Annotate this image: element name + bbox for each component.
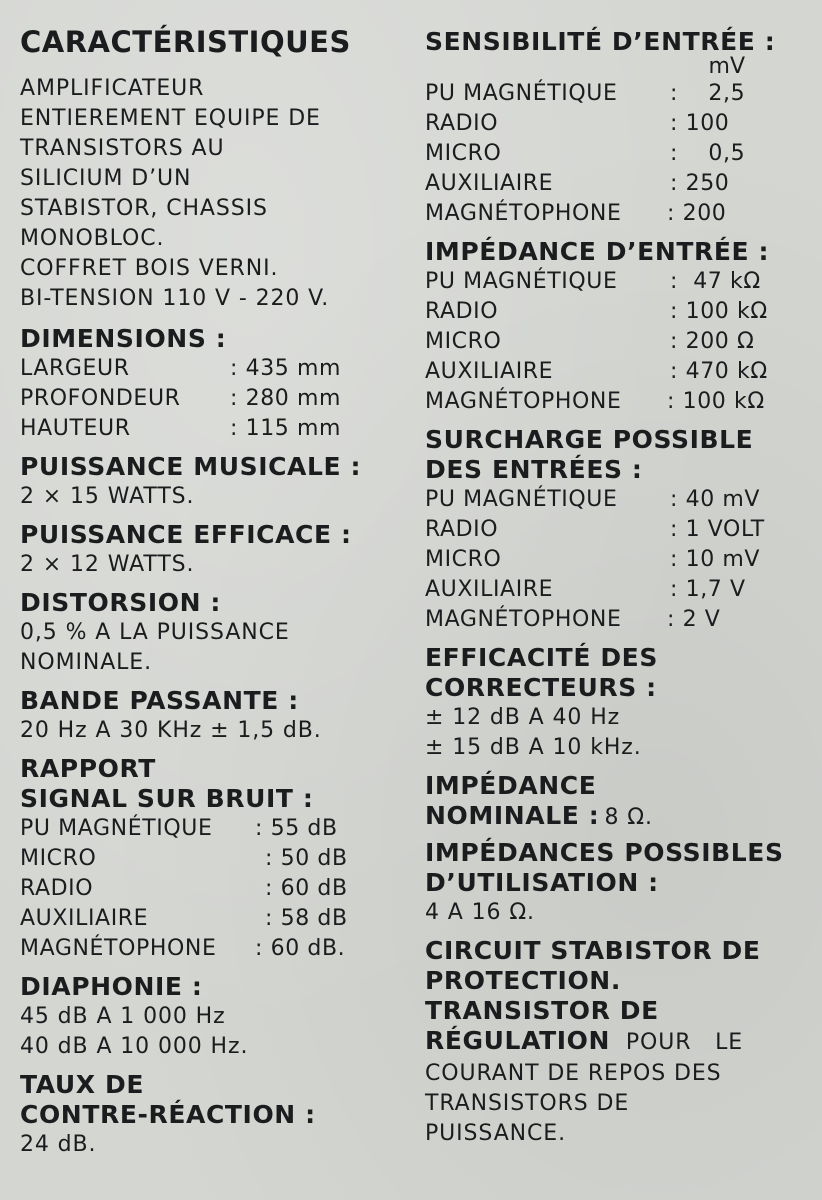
row-value: : 0,5 xyxy=(670,141,746,166)
row-value: : 200 Ω xyxy=(670,329,755,354)
intro-line: AMPLIFICATEUR xyxy=(20,76,205,101)
puissance-efficace-section xyxy=(20,520,395,580)
row-label: RADIO xyxy=(425,299,499,324)
row-label: PU MAGNÉTIQUE xyxy=(20,816,213,841)
impedance-row xyxy=(425,387,810,417)
circuit-heading: CIRCUIT STABISTOR DE xyxy=(425,936,761,965)
taux-heading-2: CONTRE-RÉACTION : xyxy=(20,1100,316,1129)
row-value: : 100 kΩ xyxy=(667,389,765,414)
row-label: AUXILIAIRE xyxy=(425,359,554,384)
row-label: AUXILIAIRE xyxy=(425,171,554,196)
intro-line: MONOBLOC. xyxy=(20,226,165,251)
impedances-possibles-section xyxy=(425,838,810,928)
sensibilite-row xyxy=(425,109,810,139)
impedances-possibles-value: 4 A 16 Ω. xyxy=(425,900,535,925)
row-value: : 60 dB xyxy=(265,876,348,901)
row-value: : 100 xyxy=(670,111,730,136)
circuit-inline-text: POUR LE xyxy=(610,1030,744,1055)
impedance-row xyxy=(425,267,810,297)
bande-passante-heading: BANDE PASSANTE : xyxy=(20,686,299,715)
impedance-nominale-section xyxy=(425,771,810,830)
row-label: MICRO xyxy=(425,141,502,166)
row-label: AUXILIAIRE xyxy=(20,906,149,931)
row-label: MICRO xyxy=(425,547,502,572)
row-value: : 47 kΩ xyxy=(670,269,761,294)
circuit-line: PUISSANCE. xyxy=(425,1121,566,1146)
dimensions-heading: DIMENSIONS : xyxy=(20,324,227,353)
dimensions-section xyxy=(20,324,395,444)
diaphonie-heading: DIAPHONIE : xyxy=(20,972,203,1001)
puissance-musicale-value: 2 × 15 WATTS. xyxy=(20,484,195,509)
rapport-heading: RAPPORT xyxy=(20,754,156,783)
row-value: : 200 xyxy=(667,201,727,226)
impedance-nominale-value: 8 Ω. xyxy=(604,805,653,830)
efficacite-heading: EFFICACITÉ DES xyxy=(425,643,658,672)
sensibilite-row xyxy=(425,199,810,229)
row-value: : 55 dB xyxy=(255,816,338,841)
distorsion-section xyxy=(20,588,395,678)
page-title: CARACTÉRISTIQUES xyxy=(20,25,351,59)
puissance-musicale-section xyxy=(20,452,395,512)
puissance-efficace-value: 2 × 12 WATTS. xyxy=(20,552,195,577)
row-label: PU MAGNÉTIQUE xyxy=(425,81,618,106)
rapport-row xyxy=(20,934,395,964)
diaphonie-section xyxy=(20,972,395,1062)
rapport-section xyxy=(20,754,395,964)
sensibilite-row xyxy=(425,139,810,169)
rapport-row xyxy=(20,844,395,874)
surcharge-row xyxy=(425,545,810,575)
row-value: : 470 kΩ xyxy=(670,359,768,384)
circuit-heading-2: PROTECTION. xyxy=(425,966,621,995)
impedances-possibles-heading: IMPÉDANCES POSSIBLES xyxy=(425,838,784,867)
efficacite-heading-2: CORRECTEURS : xyxy=(425,673,657,702)
efficacite-line: ± 12 dB A 40 Hz xyxy=(425,705,621,730)
rapport-row xyxy=(20,814,395,844)
row-value: : 100 kΩ xyxy=(670,299,768,324)
intro-block xyxy=(20,74,395,314)
row-label: HAUTEUR xyxy=(20,416,131,441)
intro-line: ENTIEREMENT EQUIPE DE xyxy=(20,106,321,131)
row-value: : 1,7 V xyxy=(670,577,746,602)
row-label: LARGEUR xyxy=(20,356,130,381)
bande-passante-section xyxy=(20,686,395,746)
circuit-heading-3: TRANSISTOR DE xyxy=(425,996,659,1025)
row-label: MICRO xyxy=(20,846,97,871)
row-label: RADIO xyxy=(425,111,499,136)
dimension-row xyxy=(20,414,395,444)
row-value: : 2,5 xyxy=(670,81,746,106)
distorsion-line: 0,5 % A LA PUISSANCE xyxy=(20,620,290,645)
row-label: RADIO xyxy=(425,517,499,542)
row-label: AUXILIAIRE xyxy=(425,577,554,602)
impedance-row xyxy=(425,327,810,357)
circuit-line: COURANT DE REPOS DES xyxy=(425,1061,722,1086)
circuit-heading-4: RÉGULATION xyxy=(425,1026,611,1055)
intro-line: COFFRET BOIS VERNI. xyxy=(20,256,279,281)
row-label: MICRO xyxy=(425,329,502,354)
rapport-row xyxy=(20,874,395,904)
puissance-efficace-heading: PUISSANCE EFFICACE : xyxy=(20,520,352,549)
sensibilite-row xyxy=(425,169,810,199)
circuit-section xyxy=(425,936,810,1149)
row-label: MAGNÉTOPHONE xyxy=(425,201,622,226)
row-label: RADIO xyxy=(20,876,94,901)
row-label: PROFONDEUR xyxy=(20,386,181,411)
efficacite-section xyxy=(425,643,810,763)
row-value: : 50 dB xyxy=(265,846,348,871)
dimension-row xyxy=(20,384,395,414)
puissance-musicale-heading: PUISSANCE MUSICALE : xyxy=(20,452,362,481)
row-value: : 60 dB. xyxy=(255,936,346,961)
circuit-regulation-line xyxy=(425,1026,810,1059)
rapport-heading-2: SIGNAL SUR BRUIT : xyxy=(20,784,314,813)
surcharge-row xyxy=(425,485,810,515)
row-value: : 280 mm xyxy=(230,386,342,411)
impedance-entree-section xyxy=(425,237,810,417)
sensibilite-section xyxy=(425,27,810,229)
distorsion-heading: DISTORSION : xyxy=(20,588,221,617)
impedance-nominale-heading: IMPÉDANCE xyxy=(425,771,597,800)
diaphonie-line: 45 dB A 1 000 Hz xyxy=(20,1004,226,1029)
impedance-nominale-heading-2: NOMINALE : xyxy=(425,801,600,830)
row-value: : 250 xyxy=(670,171,730,196)
impedance-row xyxy=(425,297,810,327)
intro-line: SILICIUM D’UN xyxy=(20,166,192,191)
impedance-entree-heading: IMPÉDANCE D’ENTRÉE : xyxy=(425,237,770,266)
taux-value: 24 dB. xyxy=(20,1132,97,1157)
row-label: MAGNÉTOPHONE xyxy=(20,936,217,961)
impedance-nominale-line xyxy=(425,801,810,830)
sensibilite-unit: mV xyxy=(708,54,745,79)
row-label: MAGNÉTOPHONE xyxy=(425,389,622,414)
left-column xyxy=(20,22,395,1168)
row-value: : 1 VOLT xyxy=(670,517,765,542)
sensibilite-heading: SENSIBILITÉ D’ENTRÉE : xyxy=(425,27,776,56)
intro-line: STABISTOR, CHASSIS xyxy=(20,196,268,221)
surcharge-row xyxy=(425,605,810,635)
row-label: PU MAGNÉTIQUE xyxy=(425,269,618,294)
sensibilite-row xyxy=(425,79,810,109)
taux-section xyxy=(20,1070,395,1160)
intro-line: TRANSISTORS AU xyxy=(20,136,225,161)
surcharge-section xyxy=(425,425,810,635)
row-value: : 10 mV xyxy=(670,547,761,572)
row-label: MAGNÉTOPHONE xyxy=(425,607,622,632)
impedance-row xyxy=(425,357,810,387)
efficacite-line: ± 15 dB A 10 kHz. xyxy=(425,735,642,760)
diaphonie-line: 40 dB A 10 000 Hz. xyxy=(20,1034,249,1059)
intro-line: BI-TENSION 110 V - 220 V. xyxy=(20,286,330,311)
row-value: : 435 mm xyxy=(230,356,342,381)
row-label: PU MAGNÉTIQUE xyxy=(425,487,618,512)
dimension-row xyxy=(20,354,395,384)
rapport-row xyxy=(20,904,395,934)
impedances-possibles-heading-2: D’UTILISATION : xyxy=(425,868,659,897)
surcharge-row xyxy=(425,575,810,605)
right-column xyxy=(425,22,810,1157)
surcharge-heading: SURCHARGE POSSIBLE xyxy=(425,425,754,454)
row-value: : 58 dB xyxy=(265,906,348,931)
row-value: : 115 mm xyxy=(230,416,342,441)
taux-heading: TAUX DE xyxy=(20,1070,144,1099)
distorsion-line: NOMINALE. xyxy=(20,650,153,675)
surcharge-heading-2: DES ENTRÉES : xyxy=(425,455,643,484)
surcharge-row xyxy=(425,515,810,545)
row-value: : 2 V xyxy=(667,607,721,632)
circuit-line: TRANSISTORS DE xyxy=(425,1091,630,1116)
row-value: : 40 mV xyxy=(670,487,761,512)
bande-passante-value: 20 Hz A 30 KHz ± 1,5 dB. xyxy=(20,718,322,743)
